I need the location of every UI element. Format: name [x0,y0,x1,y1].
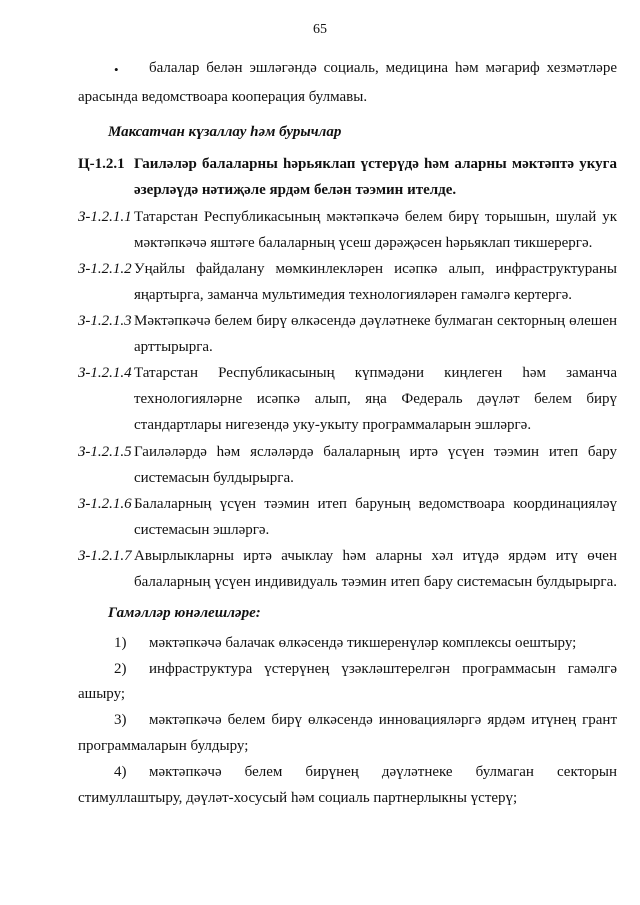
bullet-line-1: балалар белән эшләгәндә социаль, медицина һәм мәгариф хезмәтләре [149,60,617,76]
direction-line: программаларын булдыру; [78,738,249,754]
task-line: Уңайлы файдалану мөмкинлекләрен исәпкә алып, инфраструктураны [134,261,617,277]
direction-number: 3) [114,712,127,728]
direction-number: 4) [114,764,127,780]
bullet-glyph: • [114,62,119,77]
section-heading: Максатчан күзаллау һәм бурычлар [108,124,342,140]
task-line: Балаларның үсүен тәэмин итеп баруның ведомствоара координацияләү [134,496,617,512]
direction-number: 2) [114,661,127,677]
task-code: З-1.2.1.4 [78,365,132,381]
task-code: З-1.2.1.3 [78,313,132,329]
direction-line: стимуллаштыру, дәүләт-хосусый һәм социаль партнерлыкны үстерү; [78,790,518,806]
task-code: З-1.2.1.2 [78,261,132,277]
direction-line: мәктәпкәчә белем бирү өлкәсендә инновацияләргә ярдәм итүнең грант [149,712,617,728]
task-line: Гаиләләрдә һәм ясләләрдә балаларның иртә үсүен тәэмин итеп бару [134,444,617,460]
task-line: арттырырга. [134,339,213,355]
task-line: системасын эшләргә. [134,522,270,538]
task-line: технологияләрне исәпкә алып, яңа Федераль дәүләт белем бирү [134,391,617,407]
task-line: Татарстан Республикасының күпмәдәни киңлеген һәм заманча [134,365,617,381]
direction-number: 1) [114,635,127,651]
bullet-line-2: арасында ведомствоара кооперация булмавы. [78,89,368,105]
task-line: балаларның үсүен индивидуаль тәэмин итеп бару системасын булдырырга. [134,574,617,590]
task-line: Татарстан Республикасының мәктәпкәчә белем бирү торышын, шулай ук [134,209,617,225]
directions-heading: Гамәлләр юнәлешләре: [108,605,261,621]
task-line: Авырлыкларны иртә ачыклау һәм аларны хәл итүдә ярдәм итү өчен [134,548,617,564]
task-line: стандартлары нигезендә уку-укыту программаларын эшләргә. [134,417,532,433]
task-line: Мәктәпкәчә белем бирү өлкәсендә дәүләтнеке булмаган секторның өлешен [134,313,617,329]
task-line: мәктәпкәчә яштәге балаларның үсеш дәрәҗәсен һәрьяклап тикшерергә. [134,235,593,251]
goal-line-1: Гаиләләр балаларны һәрьяклап үстерүдә һәм аларны мәктәптә укуга [134,156,617,172]
goal-line-2: әзерләүдә нәтиҗәле ярдәм белән тәэмин ителде. [134,182,457,198]
direction-line: мәктәпкәчә белем бирүнең дәүләтнеке булмаган секторын [149,764,617,780]
task-code: З-1.2.1.7 [78,548,132,564]
task-line: системасын булдырырга. [134,470,294,486]
task-line: яңартырга, заманча мультимедия технологияләрен гамәлгә кертергә. [134,287,573,303]
task-code: З-1.2.1.6 [78,496,132,512]
page-number: 65 [313,22,327,37]
task-code: З-1.2.1.5 [78,444,132,460]
direction-line: ашыру; [78,686,126,702]
goal-code: Ц-1.2.1 [78,156,125,172]
task-code: З-1.2.1.1 [78,209,132,225]
direction-line: инфраструктура үстерүнең үзәкләштерелгән программасын гамәлгә [149,661,617,677]
direction-line: мәктәпкәчә балачак өлкәсендә тикшеренүләр комплексы оештыру; [149,635,577,651]
